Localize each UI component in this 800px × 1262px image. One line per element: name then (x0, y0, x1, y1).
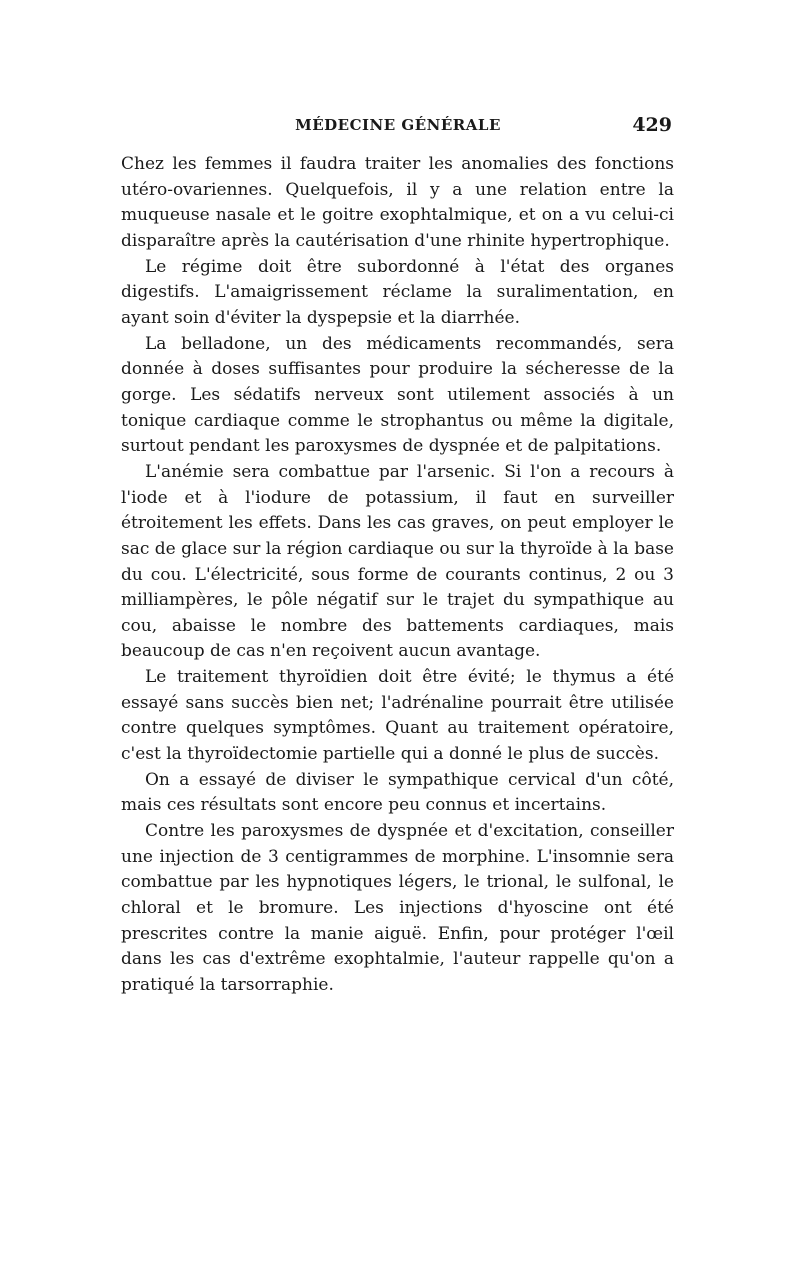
paragraph-1: Chez les femmes il faudra traiter les anomalies des fonctions utéro-ovariennes. Quelquefois, il y a une relation entre la muqueuse nasale et le goitre exophtalmique, et on a vu celui-ci disparaître après la cautérisation d'une rhinite hypertrophique. (121, 154, 674, 251)
paragraph-3: La belladone, un des médicaments recommandés, sera donnée à doses suffisantes pour produire la sécheresse de la gorge. Les sédatifs nerveux sont utilement associés à un tonique cardiaque comme le strophantus ou même la digitale, surtout pendant les paroxysmes de dyspnée et de palpitations. (121, 333, 674, 457)
running-head (122, 116, 674, 140)
paragraph-5: Le traitement thyroïdien doit être évité; le thymus a été essayé sans succès bien net; l'adrénaline pourrait être utilisée contre quelques symptômes. Quant au traitement opératoire, c'est la thyroïdectomie partielle qui a donné le plus de succès. (121, 667, 674, 765)
page-number: 429 (632, 114, 672, 136)
paragraph-2: Le régime doit être subordonné à l'état des organes digestifs. L'amaigrissement réclame la suralimentation, en ayant soin d'éviter la dyspepsie et la diarrhée. (121, 256, 674, 328)
paragraph-7: Contre les paroxysmes de dyspnée et d'excitation, conseiller une injection de 3 centigrammes de morphine. L'insomnie sera combattue par les hypnotiques légers, le trional, le sulfonal, le chloral et le bromure. Les injections d'hyoscine ont été prescrites contre la manie aiguë. Enfin, pour protéger l'œil dans les cas d'extrême exophtalmie, l'auteur rappelle qu'on a pratiqué la tarsorraphie. (121, 821, 674, 995)
paragraph-4: L'anémie sera combattue par l'arsenic. Si l'on a recours à l'iode et à l'iodure de potassium, il faut en surveiller étroitement les effets. Dans les cas graves, on peut employer le sac de glace sur la région cardiaque ou sur la thyroïde à la base du cou. L'électricité, sous forme de courants continus, 2 ou 3 milliampères, le pôle négatif sur le trajet du sympathique au cou, abaisse le nombre des battements cardiaques, mais beaucoup de cas n'en reçoivent aucun avantage. (121, 461, 674, 662)
body-text (121, 152, 674, 999)
paragraph-6: On a essayé de diviser le sympathique cervical d'un côté, mais ces résultats sont encore peu connus et incertains. (121, 769, 674, 816)
running-title: MÉDECINE GÉNÉRALE (295, 116, 501, 134)
